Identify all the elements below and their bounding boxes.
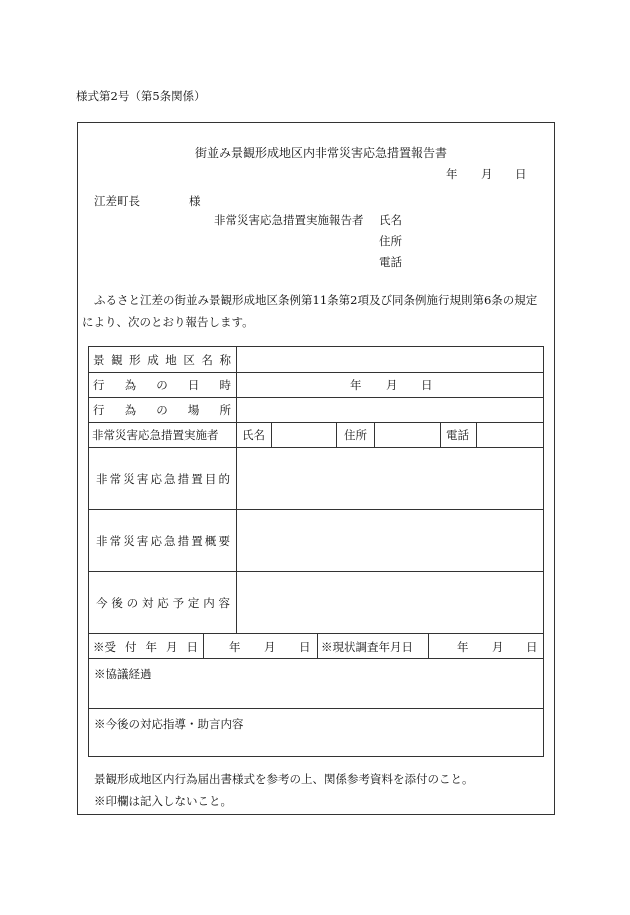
consultation-label: ※協議経過 <box>94 667 152 681</box>
body-text-line1: ふるさと江差の街並み景観形成地区条例第11条第2項及び同条例施行規則第6条の規定 <box>94 293 538 307</box>
action-place-label: 行 為 の 場 所 <box>93 403 231 417</box>
addressee-honorific: 様 <box>189 194 201 208</box>
received-date-label: ※受 付 年 月 日 <box>93 640 198 654</box>
survey-date-month: 月 <box>492 640 504 654</box>
cell-divider <box>271 422 272 447</box>
guidance-label: ※今後の対応指導・助言内容 <box>94 717 244 731</box>
action-date-month: 月 <box>386 378 398 392</box>
reporter-phone-label: 電話 <box>379 255 402 269</box>
form-number: 様式第2号（第5条関係） <box>76 89 206 103</box>
label-column-divider <box>236 346 237 633</box>
received-date-day: 日 <box>299 640 311 654</box>
note-attachments: 景観形成地区内行為届出書様式を参考の上、関係参考資料を添付のこと。 <box>94 772 474 786</box>
action-date-day: 日 <box>421 378 433 392</box>
reporter-address-label: 住所 <box>379 234 402 248</box>
survey-date-day: 日 <box>526 640 538 654</box>
row-divider <box>88 447 544 448</box>
row-divider <box>88 633 544 634</box>
cell-divider <box>317 633 318 658</box>
received-date-year: 年 <box>229 640 241 654</box>
reporter-name-label: 氏名 <box>379 213 402 227</box>
survey-date-label: ※現状調査年月日 <box>321 640 413 654</box>
implementer-name-label: 氏名 <box>242 428 265 442</box>
cell-divider <box>440 422 441 447</box>
implementer-phone-label: 電話 <box>446 428 469 442</box>
date-header-month: 月 <box>481 167 493 181</box>
note-do-not-fill: ※印欄は記入しないこと。 <box>94 794 232 808</box>
implementer-address-label: 住所 <box>344 428 367 442</box>
row-divider <box>88 658 544 659</box>
reporter-role: 非常災害応急措置実施報告者 <box>214 213 364 227</box>
row-divider <box>88 372 544 373</box>
cell-divider <box>476 422 477 447</box>
row-divider <box>88 509 544 510</box>
date-header-year: 年 <box>446 167 458 181</box>
cell-divider <box>428 633 429 658</box>
date-header-day: 日 <box>515 167 527 181</box>
addressee-name: 江差町長 <box>94 194 140 208</box>
form-title: 街並み景観形成地区内非常災害応急措置報告書 <box>195 146 448 160</box>
emergency-purpose-label: 非 常 災 害 応 急 措 置 目 的 <box>96 472 230 486</box>
district-name-label: 景 観 形 成 地 区 名 称 <box>93 353 231 367</box>
future-plan-label: 今 後 の 対 応 予 定 内 容 <box>96 596 230 610</box>
row-divider <box>88 708 544 709</box>
cell-divider <box>336 422 337 447</box>
body-text-line2: により、次のとおり報告します。 <box>82 315 254 329</box>
action-date-label: 行 為 の 日 時 <box>93 378 231 392</box>
cell-divider <box>203 633 204 658</box>
received-date-month: 月 <box>264 640 276 654</box>
implementer-label: 非常災害応急措置実施者 <box>92 428 219 442</box>
survey-date-year: 年 <box>457 640 469 654</box>
row-divider <box>88 571 544 572</box>
cell-divider <box>374 422 375 447</box>
row-divider <box>88 397 544 398</box>
emergency-summary-label: 非 常 災 害 応 急 措 置 概 要 <box>96 534 230 548</box>
action-date-year: 年 <box>350 378 362 392</box>
